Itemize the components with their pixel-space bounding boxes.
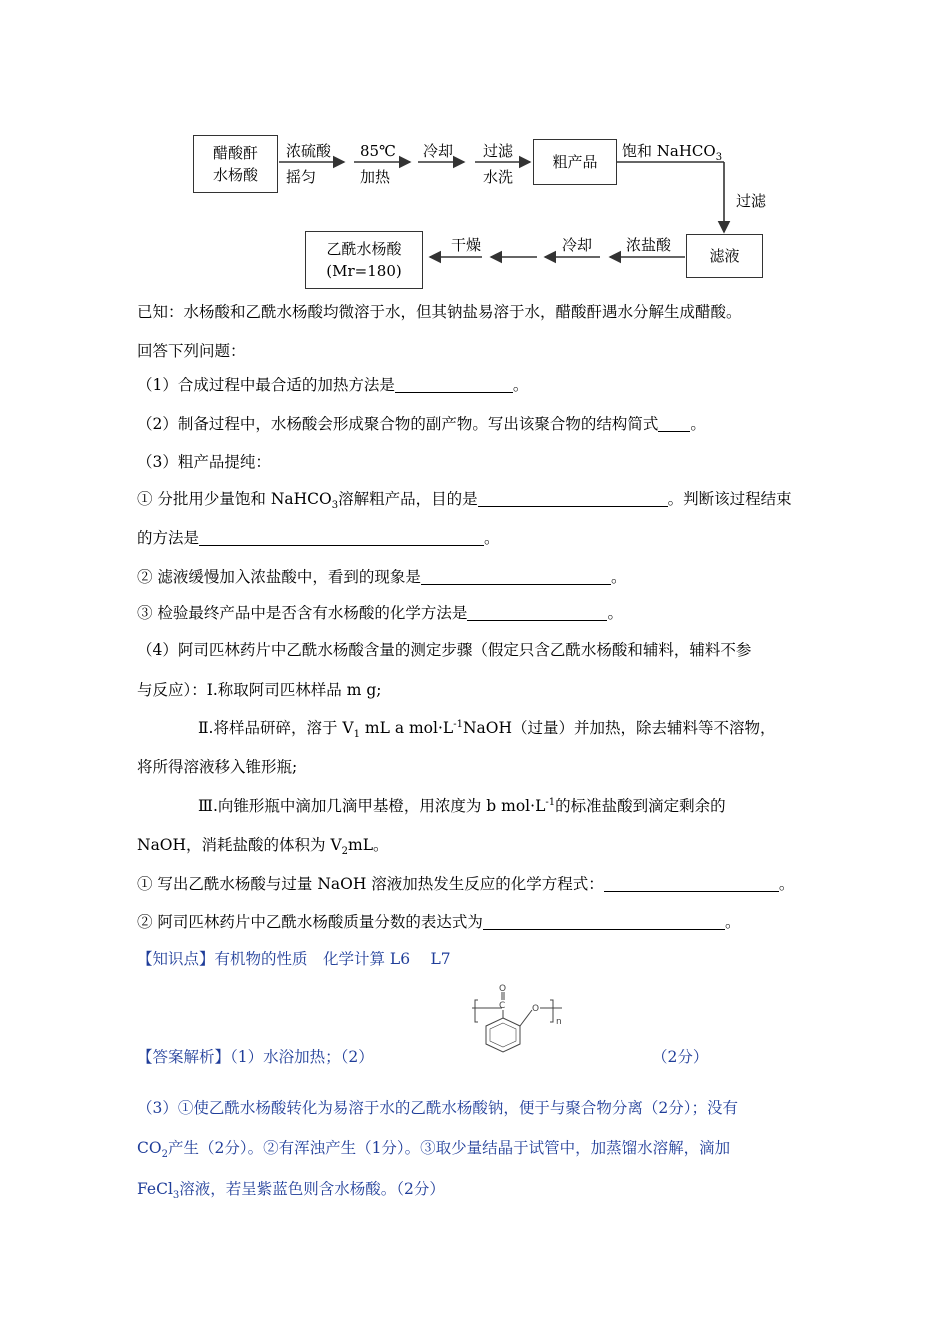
question-1: （1）合成过程中最合适的加热方法是 。	[137, 376, 529, 394]
answer-blank-4-1[interactable]	[604, 875, 779, 892]
answer-2-score: （2分）	[652, 1048, 709, 1066]
answer-3-line-3: FeCl$_3$溶液，若呈紫蓝色则含水杨酸。（2分）	[137, 1180, 445, 1202]
answer-blank-3-1b[interactable]	[199, 529, 484, 546]
synthesis-flowchart	[0, 0, 950, 300]
question-3-2: ② 滤液缓慢加入浓盐酸中，看到的现象是 。	[137, 568, 627, 586]
label-cool-1: 冷却	[423, 142, 454, 160]
question-4a: （4）阿司匹林药片中乙酰水杨酸含量的测定步骤（假定只含乙酰水杨酸和辅料，辅料不参	[137, 641, 752, 659]
repeat-n: n	[556, 1017, 562, 1027]
answer-blank-3-3[interactable]	[467, 604, 607, 621]
label-conc-sulfuric: 浓硫酸	[286, 142, 332, 160]
polymer-structure-drawing	[470, 978, 580, 1063]
box-starting-materials: 醋酸酐 水杨酸	[193, 135, 278, 193]
question-4d: 将所得溶液移入锥形瓶;	[137, 758, 298, 776]
label-cool-2: 冷却	[562, 236, 593, 254]
question-3-1-cont: 的方法是 。	[137, 529, 500, 547]
question-4c: Ⅱ.将样品研碎，溶于 $V_1$ mL a $mol\cdot L^{-1}NaOH$（过量）并加热，除去辅料等不溶物，	[198, 718, 776, 741]
question-3-3: ③ 检验最终产品中是否含有水杨酸的化学方法是 。	[137, 604, 623, 622]
known-info: 已知：水杨酸和乙酰水杨酸均微溶于水，但其钠盐易溶于水，醋酸酐遇水分解生成醋酸。	[137, 303, 742, 321]
label-sat-nahco3: 饱和 NaHCO$_3$	[622, 142, 723, 163]
box-filtrate: 滤液	[686, 234, 763, 278]
knowledge-points: 【知识点】有机物的性质 化学计算 L6 L7	[137, 950, 451, 968]
answer-prompt: 回答下列问题：	[137, 342, 246, 360]
question-3-1: ① 分批用少量饱和 NaHCO$_3$溶解粗产品，目的是 。判断该过程结束	[137, 490, 792, 512]
label-wash: 水洗	[483, 168, 514, 186]
label-filter-2: 过滤	[736, 192, 767, 210]
question-4e: Ⅲ.向锥形瓶中滴加几滴甲基橙，用浓度为 b $mol\cdot L^{-1}$的标准盐酸到滴定剩余的	[198, 796, 726, 815]
label-temperature: 85℃	[360, 142, 396, 160]
flowchart-arrows	[0, 0, 950, 300]
question-4f: NaOH，消耗盐酸的体积为 $V_2mL$。	[137, 836, 389, 858]
question-4-1: ① 写出乙酰水杨酸与过量 NaOH 溶液加热发生反应的化学方程式： 。	[137, 875, 795, 893]
carbonyl-carbon: C	[499, 1001, 506, 1011]
answer-blank-3-1a[interactable]	[478, 490, 668, 507]
answer-blank-2[interactable]	[658, 415, 690, 432]
question-4b: 与反应）：Ⅰ.称取阿司匹林样品 m g;	[137, 681, 382, 699]
question-2: （2）制备过程中，水杨酸会形成聚合物的副产物。写出该聚合物的结构简式 。	[137, 415, 706, 433]
label-shake: 摇匀	[286, 168, 317, 186]
answer-blank-4-2[interactable]	[483, 913, 725, 930]
ester-oxygen: O	[532, 1004, 540, 1014]
box-final-product: 乙酰水杨酸 (Mr=180)	[305, 231, 423, 289]
question-4-2: ② 阿司匹林药片中乙酰水杨酸质量分数的表达式为 。	[137, 913, 741, 931]
answer-blank-1[interactable]	[395, 376, 513, 393]
label-heat: 加热	[360, 168, 391, 186]
label-conc-hcl: 浓盐酸	[626, 236, 672, 254]
answer-3-line-1: （3）①使乙酰水杨酸转化为易溶于水的乙酰水杨酸钠，便于与聚合物分离（2分）；没有	[137, 1099, 738, 1117]
carbonyl-oxygen: O	[499, 984, 507, 994]
answer-analysis-line-1: 【答案解析】（1）水浴加热；（2）	[137, 1048, 374, 1066]
box-crude-product: 粗产品	[533, 139, 617, 185]
answer-blank-3-2[interactable]	[421, 568, 611, 585]
question-3: （3）粗产品提纯：	[137, 453, 271, 471]
answer-3-line-2: $CO_2$产生（2分）。②有浑浊产生（1分）。③取少量结晶于试管中，加蒸馏水溶解，滴加	[137, 1139, 731, 1161]
polymer-structure	[470, 978, 580, 1063]
label-dry: 干燥	[451, 236, 482, 254]
label-filter-1: 过滤	[483, 142, 514, 160]
